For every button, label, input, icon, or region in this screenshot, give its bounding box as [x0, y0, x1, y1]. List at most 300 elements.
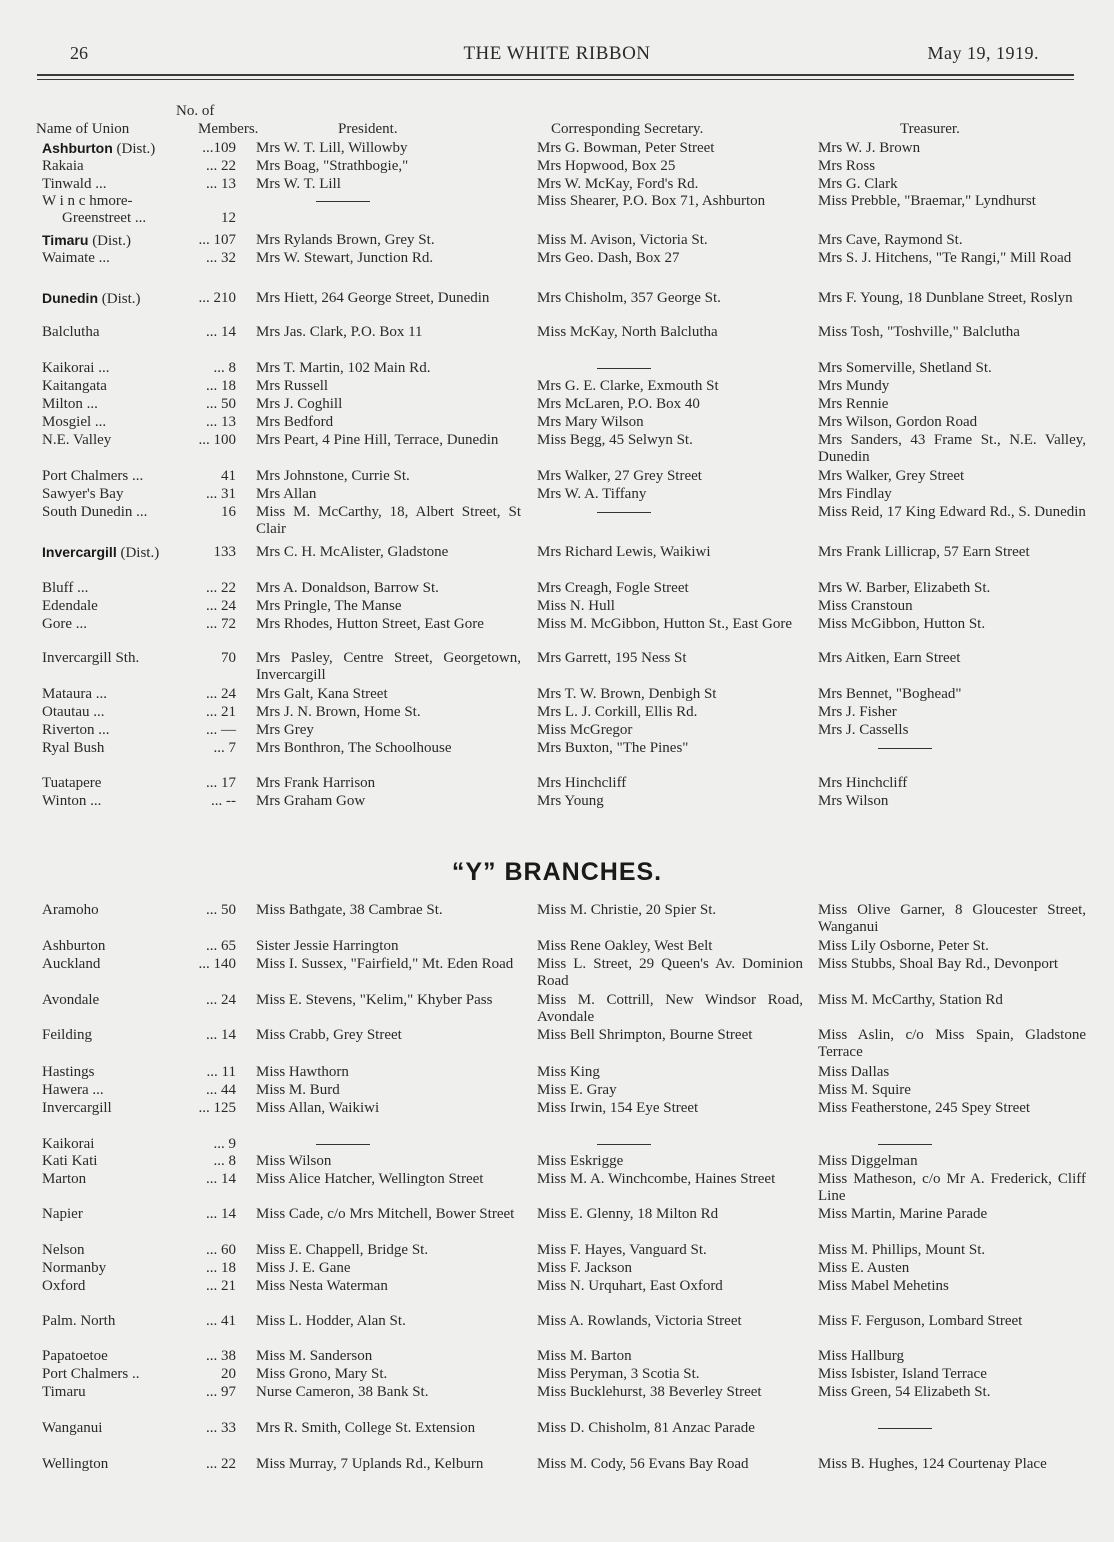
member-count: ... 22 — [206, 1456, 236, 1472]
member-count: ... 18 — [206, 1260, 236, 1276]
union-name-text: Kaitangata — [42, 378, 107, 394]
secretary-cell: Miss Begg, 45 Selwyn St. — [537, 432, 693, 448]
president-cell: Miss M. Burd — [256, 1082, 340, 1098]
member-count: ... 8 — [213, 360, 236, 376]
treasurer-cell: Mrs Mundy — [818, 378, 890, 394]
union-name-text: Feilding — [42, 1027, 93, 1043]
union-name-text: Invercargill — [42, 1100, 112, 1116]
president-cell: Mrs J. N. Brown, Home St. — [256, 704, 421, 720]
member-count: ... 33 — [206, 1420, 236, 1436]
union-name-text: Balclutha — [42, 324, 100, 340]
union-name — [42, 1348, 194, 1365]
treasurer-cell: Miss M. Squire — [818, 1082, 911, 1098]
president-cell: Mrs W. T. Lill — [256, 176, 341, 192]
secretary-cell: Miss M. A. Winchcombe, Haines Street — [537, 1171, 776, 1187]
secretary-cell: Mrs L. J. Corkill, Ellis Rd. — [537, 704, 698, 720]
member-count: ... 21 — [206, 704, 236, 720]
union-name-text: Bluff ... — [42, 580, 89, 596]
secretary-cell: Miss F. Jackson — [537, 1260, 633, 1276]
treasurer-cell: Miss Lily Osborne, Peter St. — [818, 938, 989, 954]
secretary-cell: Miss Peryman, 3 Scotia St. — [537, 1366, 700, 1382]
union-name-text: Otautau ... — [42, 704, 105, 720]
member-count: ... 24 — [206, 992, 236, 1008]
column-header-treasurer: Treasurer. — [900, 121, 960, 137]
secretary-cell: Mrs T. W. Brown, Denbigh St — [537, 686, 717, 702]
union-name-text: Palm. North — [42, 1313, 116, 1329]
union-name — [42, 486, 194, 503]
treasurer-cell: Miss Matheson, c/o Mr A. Frederick, Cliff Line — [818, 1171, 1086, 1204]
president-cell: Mrs Pasley, Centre Street, Georgetown, Invercargill — [256, 650, 521, 683]
union-name — [42, 250, 194, 267]
president-cell: Mrs Johnstone, Currie St. — [256, 468, 410, 484]
treasurer-cell: Miss Mabel Mehetins — [818, 1278, 949, 1294]
president-cell: Mrs Grey — [256, 722, 314, 738]
union-name-continued: Greenstreet ... — [62, 210, 147, 226]
secretary-cell: Miss Eskrigge — [537, 1153, 624, 1169]
union-name — [42, 722, 194, 739]
union-name-text: Napier — [42, 1206, 83, 1222]
treasurer-cell: Mrs Walker, Grey Street — [818, 468, 965, 484]
union-name-text: Ashburton — [42, 938, 106, 954]
y-branches-heading: “Y” BRANCHES. — [451, 858, 663, 886]
union-name-text: Kati Kati — [42, 1153, 98, 1169]
union-name-text: Invercargill — [42, 544, 117, 560]
union-name — [42, 580, 194, 597]
treasurer-cell: Miss Tosh, "Toshville," Balclutha — [818, 324, 1020, 340]
union-name — [42, 468, 194, 485]
treasurer-cell: Mrs Rennie — [818, 396, 889, 412]
column-header-president: President. — [338, 121, 398, 137]
secretary-cell: Miss N. Hull — [537, 598, 615, 614]
union-name-text: Winton ... — [42, 793, 102, 809]
secretary-cell: Mrs Buxton, "The Pines" — [537, 740, 689, 756]
union-name-text: Nelson — [42, 1242, 85, 1258]
secretary-cell: Miss Irwin, 154 Eye Street — [537, 1100, 699, 1116]
member-count: 41 — [221, 468, 236, 484]
union-name-text: Waimate ... — [42, 250, 110, 266]
masthead-title: THE WHITE RIBBON — [463, 43, 651, 64]
blank-dash — [597, 1144, 651, 1145]
union-name — [42, 1456, 194, 1473]
treasurer-cell: Mrs Aitken, Earn Street — [818, 650, 961, 666]
union-name — [42, 938, 194, 955]
treasurer-cell: Miss E. Austen — [818, 1260, 910, 1276]
header-rule-thin — [37, 79, 1074, 80]
union-name — [42, 740, 194, 757]
union-name-text: Hawera ... — [42, 1082, 104, 1098]
member-count: ... 50 — [206, 396, 236, 412]
union-name-text: Papatoetoe — [42, 1348, 108, 1364]
treasurer-cell: Miss Hallburg — [818, 1348, 904, 1364]
member-count: ... 24 — [206, 598, 236, 614]
treasurer-cell: Mrs F. Young, 18 Dunblane Street, Roslyn — [818, 290, 1073, 306]
blank-dash — [316, 201, 370, 202]
union-name — [42, 775, 194, 792]
union-name — [42, 378, 194, 395]
district-label: (Dist.) — [98, 291, 141, 307]
treasurer-cell: Miss Dallas — [818, 1064, 890, 1080]
member-count: ... 32 — [206, 250, 236, 266]
member-count: ... 140 — [198, 956, 236, 972]
secretary-cell: Miss D. Chisholm, 81 Anzac Parade — [537, 1420, 755, 1436]
secretary-cell: Mrs G. Bowman, Peter Street — [537, 140, 715, 156]
member-count: 20 — [221, 1366, 236, 1382]
union-name — [42, 1384, 194, 1401]
secretary-cell: Miss McGregor — [537, 722, 633, 738]
secretary-cell: Mrs Creagh, Fogle Street — [537, 580, 689, 596]
secretary-cell: Miss Bucklehurst, 38 Beverley Street — [537, 1384, 762, 1400]
union-name-text: Marton — [42, 1171, 87, 1187]
union-name — [42, 1153, 194, 1170]
member-count: ... 22 — [206, 580, 236, 596]
union-name-text: Gore ... — [42, 616, 87, 632]
president-cell: Mrs Rylands Brown, Grey St. — [256, 232, 435, 248]
treasurer-cell — [818, 1136, 1086, 1153]
union-name — [42, 396, 194, 413]
member-count: ...109 — [202, 140, 236, 156]
president-cell: Mrs Graham Gow — [256, 793, 366, 809]
member-count: ... 22 — [206, 158, 236, 174]
union-name — [42, 1420, 194, 1437]
treasurer-cell: Miss B. Hughes, 124 Courtenay Place — [818, 1456, 1047, 1472]
president-cell: Miss Nesta Waterman — [256, 1278, 388, 1294]
union-name — [42, 360, 194, 377]
union-name-text: Port Chalmers ... — [42, 468, 144, 484]
secretary-cell: Miss F. Hayes, Vanguard St. — [537, 1242, 707, 1258]
president-cell: Sister Jessie Harrington — [256, 938, 399, 954]
union-name — [42, 1082, 194, 1099]
secretary-cell: Miss M. Christie, 20 Spier St. — [537, 902, 717, 918]
union-name — [42, 176, 194, 193]
secretary-cell: Miss Shearer, P.O. Box 71, Ashburton — [537, 193, 766, 209]
member-count: ... 8 — [213, 1153, 236, 1169]
union-name — [42, 1242, 194, 1259]
union-name-text: Edendale — [42, 598, 98, 614]
union-name-text: Mosgiel ... — [42, 414, 107, 430]
president-cell: Mrs Bedford — [256, 414, 334, 430]
secretary-cell: Miss L. Street, 29 Queen's Av. Dominion Road — [537, 956, 803, 989]
president-cell: Mrs W. T. Lill, Willowby — [256, 140, 408, 156]
member-count: ... 38 — [206, 1348, 236, 1364]
union-name — [42, 1260, 194, 1277]
union-name-text: Tinwald ... — [42, 176, 107, 192]
president-cell: Miss Wilson — [256, 1153, 332, 1169]
member-count: ... 210 — [198, 290, 236, 306]
union-name — [42, 992, 194, 1009]
secretary-cell: Miss E. Glenny, 18 Milton Rd — [537, 1206, 719, 1222]
president-cell: Mrs Jas. Clark, P.O. Box 11 — [256, 324, 423, 340]
union-name-text: Auckland — [42, 956, 101, 972]
union-name-text: Kaikorai ... — [42, 360, 110, 376]
member-count: 133 — [213, 544, 236, 560]
union-name-text: South Dunedin ... — [42, 504, 148, 520]
member-count: ... 13 — [206, 176, 236, 192]
district-label: (Dist.) — [88, 233, 131, 249]
union-name — [42, 290, 194, 308]
president-cell: Miss Cade, c/o Mrs Mitchell, Bower Street — [256, 1206, 515, 1222]
president-cell: Mrs J. Coghill — [256, 396, 343, 412]
president-cell: Nurse Cameron, 38 Bank St. — [256, 1384, 429, 1400]
treasurer-cell: Mrs Frank Lillicrap, 57 Earn Street — [818, 544, 1030, 560]
president-cell: Miss Allan, Waikiwi — [256, 1100, 380, 1116]
treasurer-cell — [818, 740, 1086, 757]
member-count: ... 14 — [206, 1171, 236, 1187]
president-cell — [256, 1136, 521, 1153]
treasurer-cell: Mrs J. Fisher — [818, 704, 897, 720]
member-count: ... 24 — [206, 686, 236, 702]
union-name — [42, 1171, 194, 1188]
union-name — [42, 1100, 194, 1117]
member-count: ... 11 — [206, 1064, 236, 1080]
member-count: ... 65 — [206, 938, 236, 954]
president-cell: Mrs T. Martin, 102 Main Rd. — [256, 360, 431, 376]
secretary-cell: Miss Bell Shrimpton, Bourne Street — [537, 1027, 753, 1043]
treasurer-cell: Miss McGibbon, Hutton St. — [818, 616, 986, 632]
treasurer-cell: Mrs J. Cassells — [818, 722, 909, 738]
member-count: ... 9 — [213, 1136, 236, 1152]
president-cell: Mrs Galt, Kana Street — [256, 686, 388, 702]
union-name — [42, 793, 194, 810]
member-count: ... 60 — [206, 1242, 236, 1258]
treasurer-cell: Miss Aslin, c/o Miss Spain, Gladstone Terrace — [818, 1027, 1086, 1060]
secretary-cell: Mrs W. McKay, Ford's Rd. — [537, 176, 699, 192]
secretary-cell: Miss E. Gray — [537, 1082, 617, 1098]
union-name-text: Wellington — [42, 1456, 109, 1472]
column-header-name: Name of Union — [36, 121, 130, 137]
secretary-cell: Mrs McLaren, P.O. Box 40 — [537, 396, 700, 412]
president-cell: Miss Bathgate, 38 Cambrae St. — [256, 902, 443, 918]
member-count: ... 97 — [206, 1384, 236, 1400]
president-cell: Miss M. McCarthy, 18, Albert Street, St Clair — [256, 504, 521, 537]
secretary-cell: Mrs Chisholm, 357 George St. — [537, 290, 721, 306]
union-name-text: Timaru — [42, 232, 89, 248]
president-cell: Miss E. Chappell, Bridge St. — [256, 1242, 429, 1258]
president-cell: Miss Hawthorn — [256, 1064, 349, 1080]
issue-date: May 19, 1919. — [927, 43, 1039, 63]
blank-dash — [878, 1428, 932, 1429]
union-name — [42, 616, 194, 633]
treasurer-cell: Mrs Bennet, "Boghead" — [818, 686, 962, 702]
member-count: ... 44 — [206, 1082, 236, 1098]
treasurer-cell: Mrs W. J. Brown — [818, 140, 921, 156]
blank-dash — [597, 368, 651, 369]
union-name-text: Oxford — [42, 1278, 86, 1294]
treasurer-cell: Miss M. McCarthy, Station Rd — [818, 992, 1003, 1008]
secretary-cell — [537, 504, 803, 521]
secretary-cell: Mrs Mary Wilson — [537, 414, 644, 430]
union-name — [42, 1064, 194, 1081]
president-cell: Mrs Russell — [256, 378, 329, 394]
union-name — [42, 193, 194, 227]
blank-dash — [878, 1144, 932, 1145]
president-cell: Miss Murray, 7 Uplands Rd., Kelburn — [256, 1456, 484, 1472]
union-name-text: Milton ... — [42, 396, 98, 412]
blank-dash — [878, 748, 932, 749]
secretary-cell: Mrs Geo. Dash, Box 27 — [537, 250, 680, 266]
member-count: ... 31 — [206, 486, 236, 502]
union-name-text: Normanby — [42, 1260, 107, 1276]
union-name-text: Ryal Bush — [42, 740, 105, 756]
president-cell: Miss Alice Hatcher, Wellington Street — [256, 1171, 484, 1187]
member-count: 70 — [221, 650, 236, 666]
treasurer-cell: Miss Prebble, "Braemar," Lyndhurst — [818, 193, 1036, 209]
secretary-cell: Miss Rene Oakley, West Belt — [537, 938, 713, 954]
treasurer-cell: Miss Reid, 17 King Edward Rd., S. Dunedin — [818, 504, 1086, 520]
president-cell: Mrs Peart, 4 Pine Hill, Terrace, Dunedin — [256, 432, 499, 448]
president-cell: Miss E. Stevens, "Kelim," Khyber Pass — [256, 992, 493, 1008]
secretary-cell: Miss M. Barton — [537, 1348, 632, 1364]
union-name — [42, 414, 194, 431]
column-header-members: Members. — [198, 121, 259, 137]
president-cell: Mrs W. Stewart, Junction Rd. — [256, 250, 434, 266]
president-cell: Mrs C. H. McAlister, Gladstone — [256, 544, 449, 560]
union-name — [42, 544, 194, 562]
union-name — [42, 1027, 194, 1044]
union-name — [42, 598, 194, 615]
secretary-cell: Miss N. Urquhart, East Oxford — [537, 1278, 723, 1294]
secretary-cell: Miss M. Cottrill, New Windsor Road, Avondale — [537, 992, 803, 1025]
president-cell: Miss L. Hodder, Alan St. — [256, 1313, 406, 1329]
union-name — [42, 902, 194, 919]
union-name — [42, 324, 194, 341]
treasurer-cell: Mrs Findlay — [818, 486, 892, 502]
president-cell: Mrs Bonthron, The Schoolhouse — [256, 740, 452, 756]
union-name — [42, 1136, 194, 1153]
treasurer-cell: Mrs Ross — [818, 158, 876, 174]
district-label: (Dist.) — [112, 141, 156, 157]
member-count: 12 — [221, 210, 236, 226]
union-name — [42, 956, 194, 973]
secretary-cell: Miss McKay, North Balclutha — [537, 324, 718, 340]
president-cell: Mrs Boag, "Strathbogie," — [256, 158, 409, 174]
column-header-secretary: Corresponding Secretary. — [551, 121, 704, 137]
treasurer-cell: Miss Stubbs, Shoal Bay Rd., Devonport — [818, 956, 1059, 972]
member-count: ... 107 — [198, 232, 236, 248]
president-cell: Mrs Frank Harrison — [256, 775, 376, 791]
secretary-cell: Mrs Young — [537, 793, 604, 809]
treasurer-cell — [818, 1420, 1086, 1437]
president-cell: Miss J. E. Gane — [256, 1260, 351, 1276]
treasurer-cell: Mrs S. J. Hitchens, "Te Rangi," Mill Road — [818, 250, 1072, 266]
union-name-text: Riverton ... — [42, 722, 110, 738]
column-header-no-of: No. of — [176, 103, 215, 119]
member-count: ... 17 — [206, 775, 236, 791]
district-label: (Dist.) — [116, 545, 160, 561]
union-name — [42, 650, 194, 667]
header-rule — [37, 74, 1074, 76]
union-name — [42, 704, 194, 721]
treasurer-cell: Miss Isbister, Island Terrace — [818, 1366, 987, 1382]
union-name-text: Sawyer's Bay — [42, 486, 124, 502]
treasurer-cell: Mrs Somerville, Shetland St. — [818, 360, 992, 376]
treasurer-cell: Mrs Wilson, Gordon Road — [818, 414, 978, 430]
union-name — [42, 686, 194, 703]
president-cell: Miss Grono, Mary St. — [256, 1366, 388, 1382]
secretary-cell: Miss M. Cody, 56 Evans Bay Road — [537, 1456, 749, 1472]
secretary-cell: Mrs W. A. Tiffany — [537, 486, 647, 502]
treasurer-cell: Mrs Wilson — [818, 793, 889, 809]
president-cell: Miss M. Sanderson — [256, 1348, 373, 1364]
union-name-text: Wanganui — [42, 1420, 103, 1436]
secretary-cell: Miss A. Rowlands, Victoria Street — [537, 1313, 742, 1329]
secretary-cell: Miss M. Avison, Victoria St. — [537, 232, 708, 248]
treasurer-cell: Miss Featherstone, 245 Spey Street — [818, 1100, 1031, 1116]
union-name-text: Rakaia — [42, 158, 84, 174]
treasurer-cell: Miss Olive Garner, 8 Gloucester Street, Wanganui — [818, 902, 1086, 935]
blank-dash — [316, 1144, 370, 1145]
secretary-cell: Miss M. McGibbon, Hutton St., East Gore — [537, 616, 792, 632]
president-cell: Mrs A. Donaldson, Barrow St. — [256, 580, 439, 596]
member-count: ... -- — [211, 793, 236, 809]
president-cell: Mrs Pringle, The Manse — [256, 598, 402, 614]
president-cell: Mrs R. Smith, College St. Extension — [256, 1420, 476, 1436]
president-cell — [256, 193, 521, 210]
union-name-text: Hastings — [42, 1064, 95, 1080]
president-cell: Mrs Hiett, 264 George Street, Dunedin — [256, 290, 490, 306]
union-name — [42, 1278, 194, 1295]
president-cell: Mrs Allan — [256, 486, 317, 502]
union-name-text: Kaikorai — [42, 1136, 95, 1152]
union-name-text: Invercargill Sth. — [42, 650, 140, 666]
secretary-cell: Miss King — [537, 1064, 600, 1080]
treasurer-cell: Miss M. Phillips, Mount St. — [818, 1242, 986, 1258]
union-name-text: Aramoho — [42, 902, 99, 918]
member-count: ... 18 — [206, 378, 236, 394]
treasurer-cell: Mrs W. Barber, Elizabeth St. — [818, 580, 991, 596]
treasurer-cell: Miss Diggelman — [818, 1153, 918, 1169]
union-name-text: Ashburton — [42, 140, 113, 156]
union-name — [42, 1313, 194, 1330]
union-name-text: Port Chalmers .. — [42, 1366, 140, 1382]
treasurer-cell: Mrs Cave, Raymond St. — [818, 232, 963, 248]
member-count: 16 — [221, 504, 236, 520]
president-cell: Miss I. Sussex, "Fairfield," Mt. Eden Road — [256, 956, 514, 972]
member-count: ... 7 — [213, 740, 236, 756]
union-name-text: Tuatapere — [42, 775, 102, 791]
member-count: ... 14 — [206, 1206, 236, 1222]
blank-dash — [597, 512, 651, 513]
member-count: ... — — [206, 722, 236, 738]
secretary-cell: Mrs Walker, 27 Grey Street — [537, 468, 702, 484]
secretary-cell — [537, 1136, 803, 1153]
secretary-cell: Mrs Hinchcliff — [537, 775, 627, 791]
secretary-cell — [537, 360, 803, 377]
union-name-text: Avondale — [42, 992, 100, 1008]
union-name-text: Timaru — [42, 1384, 86, 1400]
union-name — [42, 504, 194, 521]
union-name-text: Dunedin — [42, 290, 98, 306]
union-name — [42, 140, 194, 158]
secretary-cell: Mrs G. E. Clarke, Exmouth St — [537, 378, 719, 394]
secretary-cell: Mrs Garrett, 195 Ness St — [537, 650, 687, 666]
union-name — [42, 232, 194, 250]
treasurer-cell: Mrs Hinchcliff — [818, 775, 908, 791]
union-name — [42, 432, 194, 449]
member-count: ... 14 — [206, 324, 236, 340]
union-name — [42, 158, 194, 175]
treasurer-cell: Miss Martin, Marine Parade — [818, 1206, 988, 1222]
union-name-text: Mataura ... — [42, 686, 107, 702]
member-count: ... 41 — [206, 1313, 236, 1329]
treasurer-cell: Mrs G. Clark — [818, 176, 898, 192]
president-cell: Mrs Rhodes, Hutton Street, East Gore — [256, 616, 484, 632]
union-name — [42, 1366, 194, 1383]
union-name-text: N.E. Valley — [42, 432, 112, 448]
treasurer-cell: Miss Green, 54 Elizabeth St. — [818, 1384, 991, 1400]
treasurer-cell: Miss Cranstoun — [818, 598, 913, 614]
secretary-cell: Mrs Hopwood, Box 25 — [537, 158, 676, 174]
member-count: ... 14 — [206, 1027, 236, 1043]
